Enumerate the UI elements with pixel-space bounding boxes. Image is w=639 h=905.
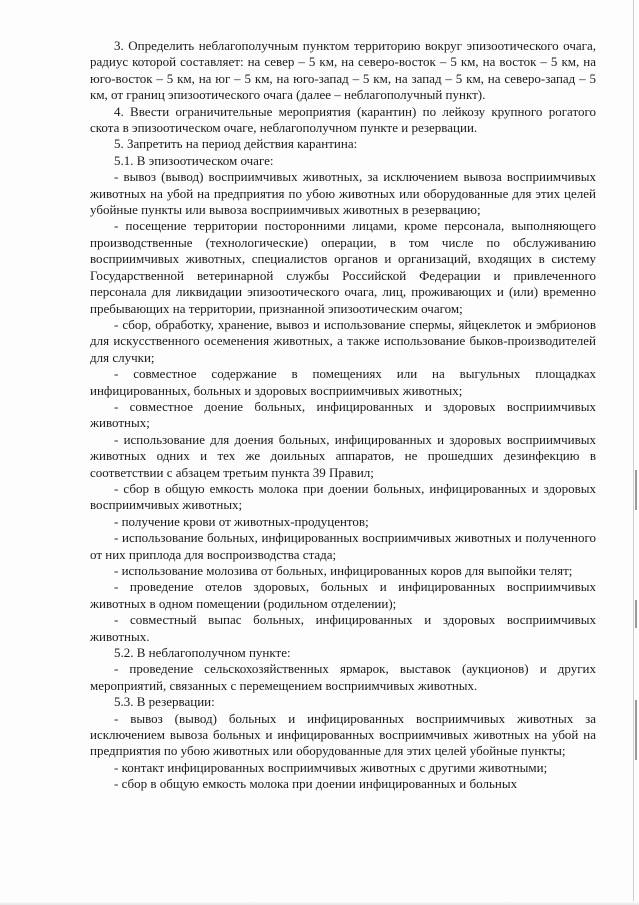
list-item: - использование больных, инфицированных восприимчивых животных и полученного от них приплода для воспроизводства стада; bbox=[90, 530, 596, 562]
subsection-5-2-heading: 5.2. В неблагополучном пункте: bbox=[114, 645, 291, 661]
list-item: - сбор в общую емкость молока при доении инфицированных и больных bbox=[114, 776, 518, 792]
list-item: - сбор, обработку, хранение, вывоз и использование спермы, яйцеклеток и эмбрионов для искусственного осеменения животных, а также использование быков-производителей для случки; bbox=[90, 316, 596, 365]
list-item: - контакт инфицированных восприимчивых животных с другими животными; bbox=[114, 759, 548, 775]
subsection-5-1-heading: 5.1. В эпизоотическом очаге: bbox=[114, 152, 274, 168]
document-body bbox=[90, 38, 596, 793]
paragraph-4-quarantine: 4. Ввести ограничительные мероприятия (карантин) по лейкозу крупного рогатого скота в эпизоотическом очаге, неблагополучном пункте и резервации. bbox=[90, 103, 596, 136]
list-item: - посещение территории посторонними лицами, кроме персонала, выполняющего производственные (технологические) операции, в том числе по обслуживанию восприимчивых животных, специалистов органов и организаций, входящих в систему Государственной ветеринарной службы Российской Федерации и привлеченного персонала для ликвидации эпизоотического очага, лиц, проживающих и (или) временно пребывающих на территории, признанной эпизоотическим очагом; bbox=[90, 218, 596, 316]
paragraph-5-prohibitions: 5. Запретить на период действия карантина: bbox=[114, 136, 358, 152]
list-item: - использование для доения больных, инфицированных и здоровых восприимчивых животных одних и тех же доильных аппаратов, не прошедших дезинфекцию в соответствии с абзацем третьим пункта 39 Правил; bbox=[90, 431, 596, 480]
scan-edge-line bbox=[633, 0, 634, 905]
list-item: - использование молозива от больных, инфицированных коров для выпойки телят; bbox=[114, 563, 573, 578]
scan-edge-mark bbox=[635, 600, 637, 628]
scan-edge-mark bbox=[635, 470, 637, 510]
list-item: - получение крови от животных-продуцентов; bbox=[114, 513, 369, 529]
scan-edge-mark bbox=[635, 700, 637, 760]
list-item: - совместный выпас больных, инфицированных и здоровых восприимчивых животных. bbox=[90, 612, 596, 644]
subsection-5-3-heading: 5.3. В резервации: bbox=[114, 694, 215, 710]
list-item: - проведение отелов здоровых, больных и инфицированных восприимчивых животных в одном помещении (родильном отделении); bbox=[90, 579, 596, 611]
list-item: - совместное доение больных, инфицированных и здоровых восприимчивых животных; bbox=[90, 398, 596, 431]
list-item: - сбор в общую емкость молока при доении больных, инфицированных и здоровых восприимчивых животных; bbox=[90, 480, 596, 513]
list-item: - вывоз (вывод) больных и инфицированных восприимчивых животных за исключением вывоза больных и инфицированных восприимчивых животных на убой на предприятия по убою животных или оборудованные для этих целей убойные пункты; bbox=[90, 710, 596, 759]
list-item: - совместное содержание в помещениях или на выгульных площадках инфицированных, больных и здоровых восприимчивых животных; bbox=[90, 366, 596, 398]
paragraph-3-affected-point: 3. Определить неблагополучным пунктом территорию вокруг эпизоотического очага, радиус которой составляет: на север – 5 км, на северо-восток – 5 км, на восток – 5 км, на юго-восток – 5 км, на юг – 5 км, на юго-запад – 5 км, на запад – 5 км, на северо-запад – 5 км, от границ эпизоотического очага (далее – неблагополучный пункт). bbox=[90, 38, 596, 103]
list-item: - вывоз (вывод) восприимчивых животных, за исключением вывоза восприимчивых животных на убой на предприятия по убою животных или оборудованные для этих целей убойные пункты или вывоза восприимчивых животных в резервацию; bbox=[90, 169, 596, 218]
list-item: - проведение сельскохозяйственных ярмарок, выставок (аукционов) и других мероприятий, связанных с перемещением восприимчивых животных. bbox=[90, 661, 596, 693]
page-bottom-edge bbox=[0, 901, 639, 905]
